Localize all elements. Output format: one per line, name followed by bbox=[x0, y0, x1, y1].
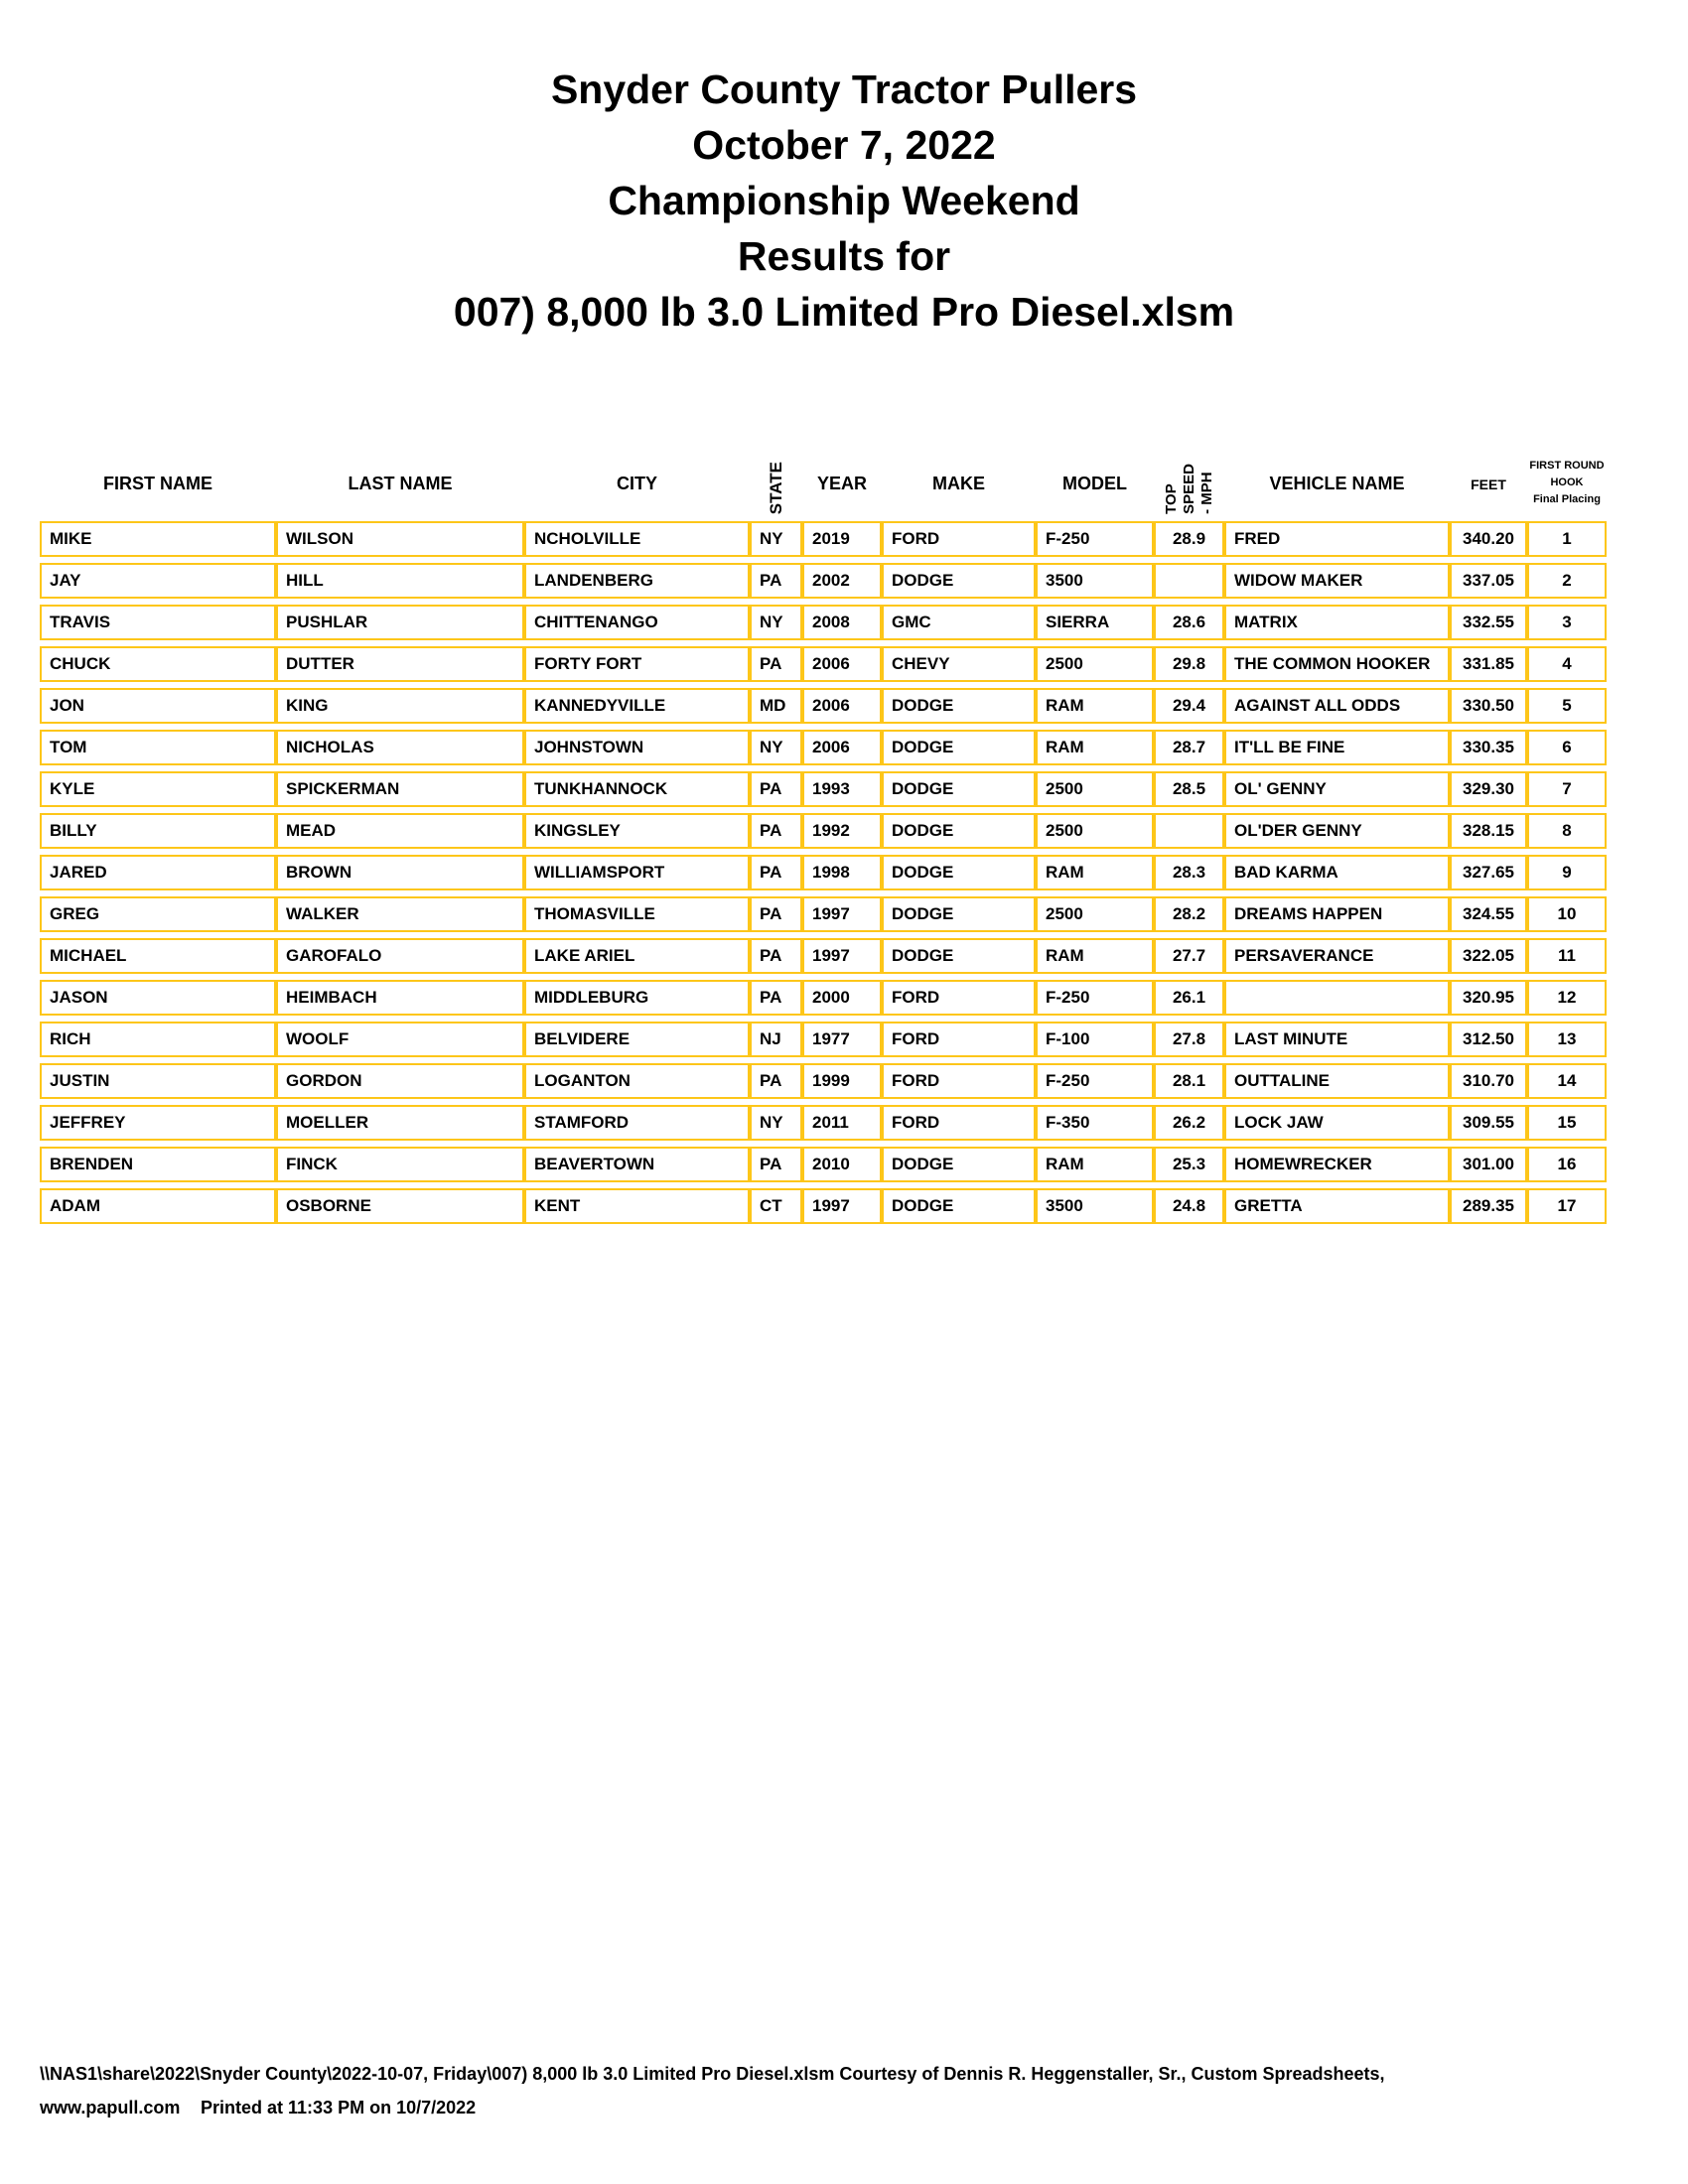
cell-place: 8 bbox=[1527, 813, 1607, 849]
table-row bbox=[40, 938, 1607, 974]
cell-last: GAROFALO bbox=[276, 938, 524, 974]
cell-first: BRENDEN bbox=[40, 1147, 276, 1182]
cell-make: DODGE bbox=[882, 730, 1036, 765]
cell-last: OSBORNE bbox=[276, 1188, 524, 1224]
cell-year: 1997 bbox=[802, 896, 882, 932]
cell-speed: 27.7 bbox=[1154, 938, 1224, 974]
cell-speed bbox=[1154, 813, 1224, 849]
cell-feet: 329.30 bbox=[1450, 771, 1527, 807]
cell-vehicle: BAD KARMA bbox=[1224, 855, 1450, 890]
cell-first: TOM bbox=[40, 730, 276, 765]
cell-model: 2500 bbox=[1036, 896, 1154, 932]
cell-year: 2019 bbox=[802, 521, 882, 557]
cell-vehicle: OUTTALINE bbox=[1224, 1063, 1450, 1099]
table-row bbox=[40, 855, 1607, 890]
cell-city: CHITTENANGO bbox=[524, 605, 750, 640]
table-row bbox=[40, 1147, 1607, 1182]
cell-state: PA bbox=[750, 896, 802, 932]
cell-make: FORD bbox=[882, 1063, 1036, 1099]
cell-last: HILL bbox=[276, 563, 524, 599]
table-row bbox=[40, 605, 1607, 640]
cell-feet: 301.00 bbox=[1450, 1147, 1527, 1182]
cell-make: DODGE bbox=[882, 938, 1036, 974]
cell-speed: 25.3 bbox=[1154, 1147, 1224, 1182]
cell-first: TRAVIS bbox=[40, 605, 276, 640]
cell-last: BROWN bbox=[276, 855, 524, 890]
cell-state: PA bbox=[750, 1063, 802, 1099]
cell-feet: 312.50 bbox=[1450, 1022, 1527, 1057]
cell-first: MIKE bbox=[40, 521, 276, 557]
column-header-last-name: LAST NAME bbox=[348, 474, 453, 493]
cell-feet: 328.15 bbox=[1450, 813, 1527, 849]
cell-vehicle: PERSAVERANCE bbox=[1224, 938, 1450, 974]
cell-place: 2 bbox=[1527, 563, 1607, 599]
table-row bbox=[40, 1105, 1607, 1141]
cell-first: JEFFREY bbox=[40, 1105, 276, 1141]
table-row bbox=[40, 896, 1607, 932]
cell-first: JARED bbox=[40, 855, 276, 890]
cell-year: 1998 bbox=[802, 855, 882, 890]
table-row bbox=[40, 563, 1607, 599]
cell-year: 1977 bbox=[802, 1022, 882, 1057]
cell-make: DODGE bbox=[882, 855, 1036, 890]
cell-last: GORDON bbox=[276, 1063, 524, 1099]
cell-model: F-250 bbox=[1036, 1063, 1154, 1099]
cell-speed: 28.9 bbox=[1154, 521, 1224, 557]
cell-first: ADAM bbox=[40, 1188, 276, 1224]
cell-first: CHUCK bbox=[40, 646, 276, 682]
cell-place: 6 bbox=[1527, 730, 1607, 765]
cell-last: HEIMBACH bbox=[276, 980, 524, 1016]
cell-place: 4 bbox=[1527, 646, 1607, 682]
cell-model: RAM bbox=[1036, 730, 1154, 765]
column-header-vehicle-name: VEHICLE NAME bbox=[1269, 474, 1405, 493]
cell-city: MIDDLEBURG bbox=[524, 980, 750, 1016]
cell-state: NY bbox=[750, 1105, 802, 1141]
cell-city: FORTY FORT bbox=[524, 646, 750, 682]
cell-city: KANNEDYVILLE bbox=[524, 688, 750, 724]
column-header-placing: FIRST ROUND HOOK Final Placing bbox=[1529, 460, 1605, 505]
cell-place: 12 bbox=[1527, 980, 1607, 1016]
cell-state: PA bbox=[750, 646, 802, 682]
cell-vehicle: HOMEWRECKER bbox=[1224, 1147, 1450, 1182]
cell-speed: 24.8 bbox=[1154, 1188, 1224, 1224]
results-table-body bbox=[40, 521, 1607, 1224]
cell-vehicle: AGAINST ALL ODDS bbox=[1224, 688, 1450, 724]
results-table bbox=[40, 515, 1607, 1230]
column-header-feet: FEET bbox=[1471, 477, 1506, 492]
column-header-state: STATE bbox=[766, 461, 785, 514]
table-row bbox=[40, 688, 1607, 724]
cell-year: 2006 bbox=[802, 730, 882, 765]
cell-last: DUTTER bbox=[276, 646, 524, 682]
cell-year: 1997 bbox=[802, 938, 882, 974]
cell-city: BEAVERTOWN bbox=[524, 1147, 750, 1182]
cell-last: WILSON bbox=[276, 521, 524, 557]
cell-place: 1 bbox=[1527, 521, 1607, 557]
cell-model: RAM bbox=[1036, 855, 1154, 890]
cell-model: RAM bbox=[1036, 688, 1154, 724]
table-row bbox=[40, 646, 1607, 682]
cell-speed: 28.1 bbox=[1154, 1063, 1224, 1099]
cell-speed: 28.7 bbox=[1154, 730, 1224, 765]
table-row bbox=[40, 521, 1607, 557]
cell-state: PA bbox=[750, 771, 802, 807]
cell-state: MD bbox=[750, 688, 802, 724]
cell-feet: 322.05 bbox=[1450, 938, 1527, 974]
cell-make: FORD bbox=[882, 521, 1036, 557]
cell-model: RAM bbox=[1036, 1147, 1154, 1182]
cell-year: 2008 bbox=[802, 605, 882, 640]
cell-speed: 28.3 bbox=[1154, 855, 1224, 890]
cell-speed: 28.6 bbox=[1154, 605, 1224, 640]
results-for-label: Results for bbox=[737, 233, 951, 279]
cell-first: RICH bbox=[40, 1022, 276, 1057]
cell-speed: 26.2 bbox=[1154, 1105, 1224, 1141]
cell-feet: 320.95 bbox=[1450, 980, 1527, 1016]
cell-city: LANDENBERG bbox=[524, 563, 750, 599]
cell-place: 5 bbox=[1527, 688, 1607, 724]
cell-vehicle: OL' GENNY bbox=[1224, 771, 1450, 807]
cell-year: 2000 bbox=[802, 980, 882, 1016]
cell-first: MICHAEL bbox=[40, 938, 276, 974]
cell-model: SIERRA bbox=[1036, 605, 1154, 640]
column-header-top-speed: TOP SPEED - MPH bbox=[1162, 464, 1215, 514]
cell-make: DODGE bbox=[882, 771, 1036, 807]
cell-make: DODGE bbox=[882, 688, 1036, 724]
cell-place: 7 bbox=[1527, 771, 1607, 807]
cell-city: BELVIDERE bbox=[524, 1022, 750, 1057]
column-header-year: YEAR bbox=[816, 474, 867, 493]
cell-vehicle: FRED bbox=[1224, 521, 1450, 557]
cell-state: PA bbox=[750, 855, 802, 890]
cell-feet: 330.50 bbox=[1450, 688, 1527, 724]
cell-feet: 332.55 bbox=[1450, 605, 1527, 640]
cell-model: 3500 bbox=[1036, 1188, 1154, 1224]
cell-feet: 327.65 bbox=[1450, 855, 1527, 890]
cell-last: NICHOLAS bbox=[276, 730, 524, 765]
cell-city: WILLIAMSPORT bbox=[524, 855, 750, 890]
cell-feet: 337.05 bbox=[1450, 563, 1527, 599]
cell-vehicle: GRETTA bbox=[1224, 1188, 1450, 1224]
cell-state: PA bbox=[750, 563, 802, 599]
cell-last: PUSHLAR bbox=[276, 605, 524, 640]
cell-place: 9 bbox=[1527, 855, 1607, 890]
cell-state: NJ bbox=[750, 1022, 802, 1057]
cell-feet: 330.35 bbox=[1450, 730, 1527, 765]
cell-first: KYLE bbox=[40, 771, 276, 807]
table-row bbox=[40, 1188, 1607, 1224]
cell-make: DODGE bbox=[882, 813, 1036, 849]
cell-last: WALKER bbox=[276, 896, 524, 932]
cell-year: 1992 bbox=[802, 813, 882, 849]
cell-year: 2002 bbox=[802, 563, 882, 599]
cell-year: 1997 bbox=[802, 1188, 882, 1224]
cell-feet: 289.35 bbox=[1450, 1188, 1527, 1224]
cell-year: 1993 bbox=[802, 771, 882, 807]
cell-city: KENT bbox=[524, 1188, 750, 1224]
cell-state: CT bbox=[750, 1188, 802, 1224]
cell-first: JAY bbox=[40, 563, 276, 599]
table-header-row bbox=[40, 425, 1607, 518]
cell-make: GMC bbox=[882, 605, 1036, 640]
cell-model: 3500 bbox=[1036, 563, 1154, 599]
cell-year: 2010 bbox=[802, 1147, 882, 1182]
cell-city: JOHNSTOWN bbox=[524, 730, 750, 765]
cell-year: 2006 bbox=[802, 688, 882, 724]
cell-place: 15 bbox=[1527, 1105, 1607, 1141]
table-row bbox=[40, 1022, 1607, 1057]
page-title: Snyder County Tractor Pullers bbox=[550, 67, 1138, 112]
cell-city: KINGSLEY bbox=[524, 813, 750, 849]
footer-website: www.papull.com bbox=[40, 2098, 181, 2117]
cell-place: 3 bbox=[1527, 605, 1607, 640]
cell-model: 2500 bbox=[1036, 771, 1154, 807]
title-block bbox=[0, 62, 1688, 340]
cell-first: JUSTIN bbox=[40, 1063, 276, 1099]
column-header-first-name: FIRST NAME bbox=[103, 474, 212, 493]
cell-make: DODGE bbox=[882, 1147, 1036, 1182]
cell-first: BILLY bbox=[40, 813, 276, 849]
footer-file-path: \\NAS1\share\2022\Snyder County\2022-10-07, Friday\007) 8,000 lb 3.0 Limited Pro Diesel.xlsm Courtesy of Dennis R. Heggenstaller, Sr., Custom Spreadsheets, bbox=[40, 2064, 1385, 2084]
cell-year: 1999 bbox=[802, 1063, 882, 1099]
cell-last: MOELLER bbox=[276, 1105, 524, 1141]
cell-city: LAKE ARIEL bbox=[524, 938, 750, 974]
cell-last: WOOLF bbox=[276, 1022, 524, 1057]
column-header-city: CITY bbox=[616, 474, 657, 493]
cell-vehicle: OL'DER GENNY bbox=[1224, 813, 1450, 849]
cell-speed: 27.8 bbox=[1154, 1022, 1224, 1057]
table-row bbox=[40, 813, 1607, 849]
cell-state: PA bbox=[750, 938, 802, 974]
table-row bbox=[40, 730, 1607, 765]
table-row bbox=[40, 771, 1607, 807]
cell-city: LOGANTON bbox=[524, 1063, 750, 1099]
cell-vehicle: IT'LL BE FINE bbox=[1224, 730, 1450, 765]
cell-make: CHEVY bbox=[882, 646, 1036, 682]
cell-last: MEAD bbox=[276, 813, 524, 849]
cell-feet: 340.20 bbox=[1450, 521, 1527, 557]
cell-vehicle bbox=[1224, 980, 1450, 1016]
cell-state: NY bbox=[750, 730, 802, 765]
cell-speed: 29.4 bbox=[1154, 688, 1224, 724]
cell-place: 16 bbox=[1527, 1147, 1607, 1182]
table-row bbox=[40, 980, 1607, 1016]
cell-make: DODGE bbox=[882, 896, 1036, 932]
cell-year: 2006 bbox=[802, 646, 882, 682]
cell-year: 2011 bbox=[802, 1105, 882, 1141]
cell-speed: 28.5 bbox=[1154, 771, 1224, 807]
cell-feet: 324.55 bbox=[1450, 896, 1527, 932]
cell-place: 11 bbox=[1527, 938, 1607, 974]
cell-model: F-250 bbox=[1036, 521, 1154, 557]
cell-city: NCHOLVILLE bbox=[524, 521, 750, 557]
cell-city: STAMFORD bbox=[524, 1105, 750, 1141]
cell-model: 2500 bbox=[1036, 813, 1154, 849]
cell-speed: 28.2 bbox=[1154, 896, 1224, 932]
column-header-make: MAKE bbox=[932, 474, 985, 493]
cell-feet: 331.85 bbox=[1450, 646, 1527, 682]
cell-model: F-100 bbox=[1036, 1022, 1154, 1057]
cell-vehicle: LOCK JAW bbox=[1224, 1105, 1450, 1141]
event-name: Championship Weekend bbox=[608, 178, 1080, 223]
cell-vehicle: WIDOW MAKER bbox=[1224, 563, 1450, 599]
cell-first: JASON bbox=[40, 980, 276, 1016]
cell-last: SPICKERMAN bbox=[276, 771, 524, 807]
cell-make: DODGE bbox=[882, 563, 1036, 599]
cell-state: PA bbox=[750, 1147, 802, 1182]
column-header-model: MODEL bbox=[1062, 474, 1127, 493]
cell-place: 14 bbox=[1527, 1063, 1607, 1099]
cell-state: NY bbox=[750, 605, 802, 640]
cell-vehicle: LAST MINUTE bbox=[1224, 1022, 1450, 1057]
cell-vehicle: DREAMS HAPPEN bbox=[1224, 896, 1450, 932]
cell-model: F-350 bbox=[1036, 1105, 1154, 1141]
cell-make: FORD bbox=[882, 980, 1036, 1016]
cell-city: TUNKHANNOCK bbox=[524, 771, 750, 807]
cell-state: PA bbox=[750, 980, 802, 1016]
cell-last: KING bbox=[276, 688, 524, 724]
cell-place: 17 bbox=[1527, 1188, 1607, 1224]
cell-make: FORD bbox=[882, 1022, 1036, 1057]
cell-vehicle: MATRIX bbox=[1224, 605, 1450, 640]
footer-printed-at: Printed at 11:33 PM on 10/7/2022 bbox=[201, 2098, 477, 2117]
cell-state: NY bbox=[750, 521, 802, 557]
cell-last: FINCK bbox=[276, 1147, 524, 1182]
cell-speed bbox=[1154, 563, 1224, 599]
cell-place: 10 bbox=[1527, 896, 1607, 932]
cell-make: FORD bbox=[882, 1105, 1036, 1141]
cell-first: JON bbox=[40, 688, 276, 724]
table-row bbox=[40, 1063, 1607, 1099]
cell-model: RAM bbox=[1036, 938, 1154, 974]
cell-state: PA bbox=[750, 813, 802, 849]
footer bbox=[40, 2057, 1385, 2124]
cell-speed: 26.1 bbox=[1154, 980, 1224, 1016]
cell-first: GREG bbox=[40, 896, 276, 932]
event-date: October 7, 2022 bbox=[692, 122, 996, 168]
cell-feet: 309.55 bbox=[1450, 1105, 1527, 1141]
cell-model: 2500 bbox=[1036, 646, 1154, 682]
cell-make: DODGE bbox=[882, 1188, 1036, 1224]
cell-feet: 310.70 bbox=[1450, 1063, 1527, 1099]
cell-speed: 29.8 bbox=[1154, 646, 1224, 682]
class-file-name: 007) 8,000 lb 3.0 Limited Pro Diesel.xlsm bbox=[453, 289, 1235, 335]
cell-city: THOMASVILLE bbox=[524, 896, 750, 932]
footer-line2 bbox=[40, 2091, 1385, 2124]
cell-place: 13 bbox=[1527, 1022, 1607, 1057]
cell-model: F-250 bbox=[1036, 980, 1154, 1016]
cell-vehicle: THE COMMON HOOKER bbox=[1224, 646, 1450, 682]
